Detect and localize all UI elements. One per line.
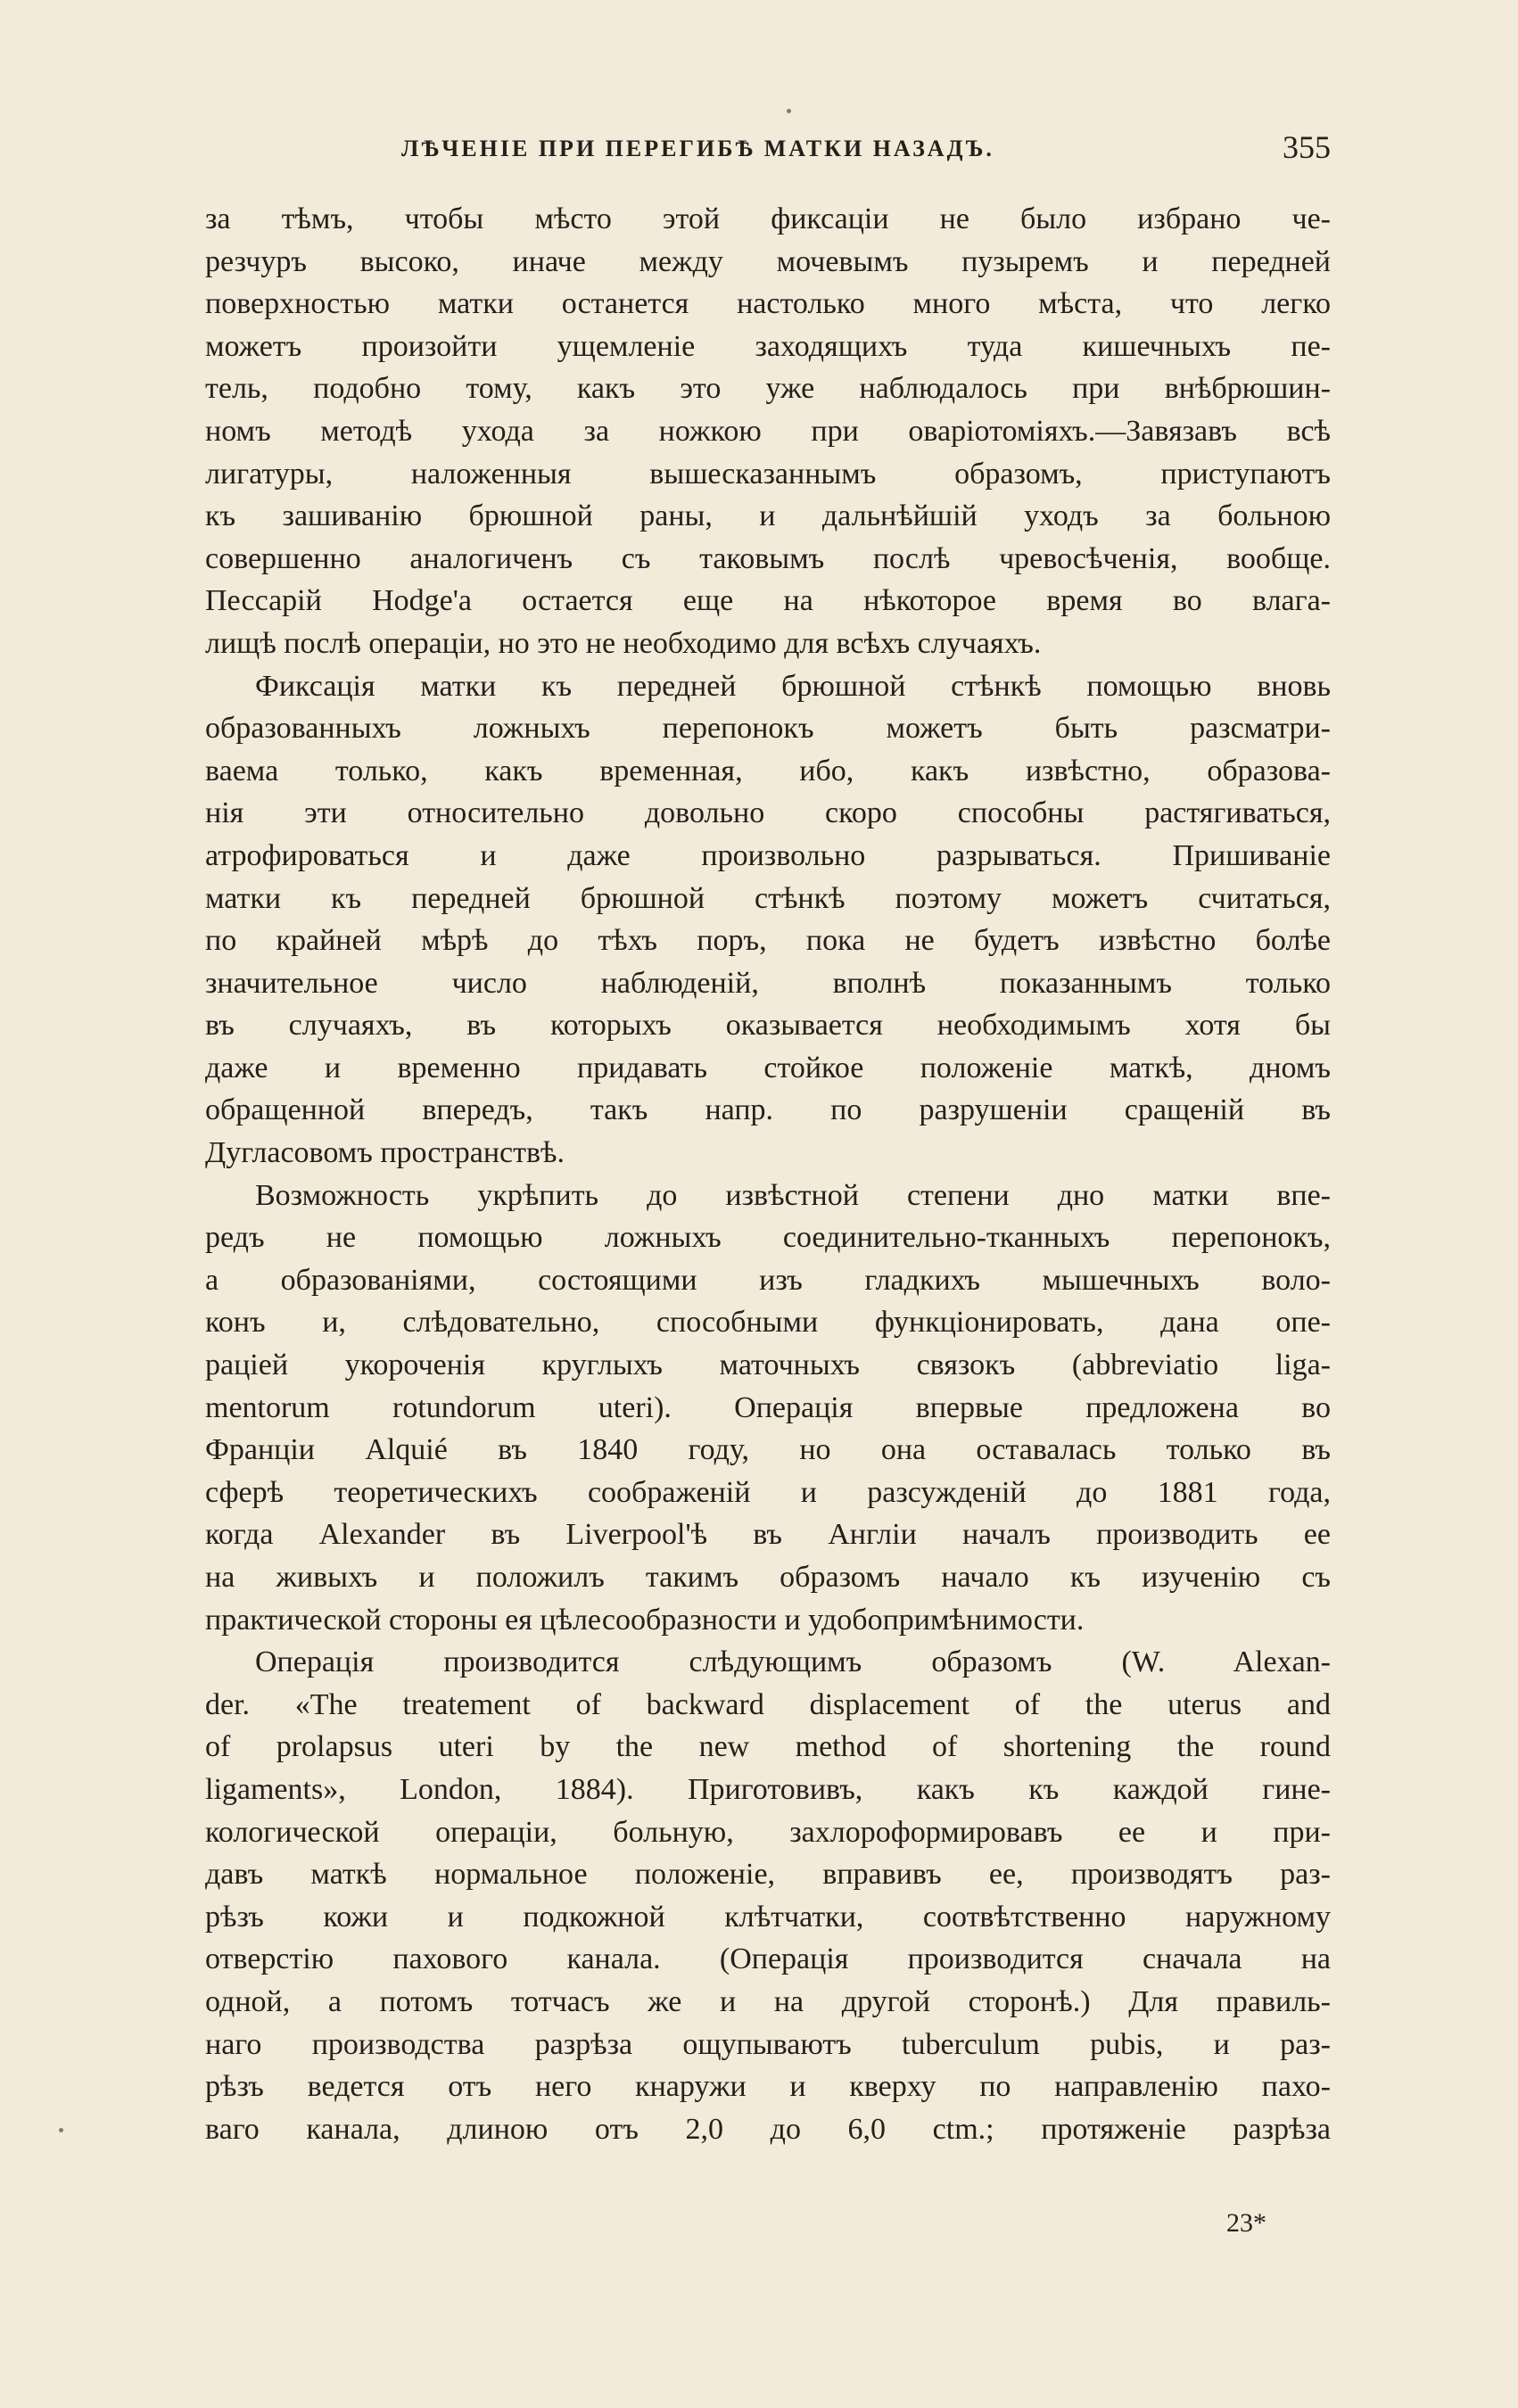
printer-signature-mark: 23*	[1226, 2208, 1266, 2238]
text-line: на живыхъ и положилъ такимъ образомъ начало къ изученію съ	[205, 1561, 1331, 1594]
text-line: ligaments», London, 1884). Приготовивъ, какъ къ каждой гине-	[205, 1772, 1331, 1806]
text-line: раціей укороченія круглыхъ маточныхъ связокъ (abbreviatio liga-	[205, 1348, 1331, 1382]
text-line: тель, подобно тому, какъ это уже наблюдалось при внѣбрюшин-	[205, 372, 1331, 406]
text-line: одной, а потомъ тотчасъ же и на другой сторонѣ.) Для правиль-	[205, 1984, 1331, 2018]
page-number: 355	[1283, 129, 1331, 165]
text-line: der. «The treatement of backward displacement of the uterus and	[205, 1687, 1331, 1721]
print-speck	[59, 2128, 63, 2132]
text-line: Пессарій Hodge'а остается еще на нѣкоторое время во влага-	[205, 584, 1331, 618]
text-line: даже и временно придавать стойкое положеніе маткѣ, дномъ	[205, 1051, 1331, 1084]
text-line: лищѣ послѣ операціи, но это не необходимо для всѣхъ случаяхъ.	[205, 626, 1042, 660]
text-line: лигатуры, наложенныя вышесказаннымъ образомъ, приступаютъ	[205, 457, 1331, 491]
text-line: къ зашиванію брюшной раны, и дальнѣйшій уходъ за больною	[205, 499, 1331, 533]
text-line: ваема только, какъ временная, ибо, какъ извѣстно, образова-	[205, 754, 1331, 788]
text-line: отверстію пахового канала. (Операція производится сначала на	[205, 1942, 1331, 1976]
text-line: наго производства разрѣза ощупываютъ tuberculum pubis, и раз-	[205, 2027, 1331, 2061]
text-line: редъ не помощью ложныхъ соединительно-тканныхъ перепонокъ,	[205, 1221, 1331, 1255]
text-line: резчуръ высоко, иначе между мочевымъ пузыремъ и передней	[205, 244, 1331, 278]
text-line: кологической операціи, больную, захлороформировавъ ее и при-	[205, 1815, 1331, 1849]
text-line: рѣзъ ведется отъ него кнаружи и кверху по направленію пахо-	[205, 2070, 1331, 2104]
text-line: сферѣ теоретическихъ соображеній и разсужденій до 1881 года,	[205, 1475, 1331, 1509]
text-line: номъ методѣ ухода за ножкою при оваріотоміяхъ.—Завязавъ всѣ	[205, 414, 1331, 448]
text-line: Операція производится слѣдующимъ образомъ (W. Alexan-	[255, 1645, 1331, 1679]
print-speck	[787, 109, 791, 113]
text-line: образованныхъ ложныхъ перепонокъ можетъ быть разсматри-	[205, 712, 1331, 746]
text-line: конъ и, слѣдовательно, способными функціонировать, дана опе-	[205, 1306, 1331, 1340]
text-line: въ случаяхъ, въ которыхъ оказывается необходимымъ хотя бы	[205, 1009, 1331, 1043]
page-header	[205, 125, 1331, 178]
text-line: Возможность укрѣпить до извѣстной степени дно матки впе-	[255, 1178, 1331, 1212]
body-text	[205, 198, 1331, 2150]
paragraph	[205, 665, 1331, 1175]
text-line: за тѣмъ, чтобы мѣсто этой фиксаціи не было избрано че-	[205, 202, 1331, 235]
paragraph	[205, 198, 1331, 665]
text-line: нія эти относительно довольно скоро способны растягиваться,	[205, 796, 1331, 830]
text-line: значительное число наблюденій, вполнѣ показаннымъ только	[205, 966, 1331, 1000]
text-line: практической стороны ея цѣлесообразности и удобопримѣнимости.	[205, 1603, 1085, 1637]
text-line: давъ маткѣ нормальное положеніе, вправивъ ее, производятъ раз-	[205, 1858, 1331, 1892]
paragraph	[205, 1175, 1331, 1642]
text-line: Франціи Alquié въ 1840 году, но она оставалась только въ	[205, 1433, 1331, 1467]
running-head: ЛѢЧЕНІЕ ПРИ ПЕРЕГИБѢ МАТКИ НАЗАДЪ.	[401, 136, 994, 161]
text-line: Фиксація матки къ передней брюшной стѣнкѣ помощью вновь	[255, 669, 1331, 703]
text-line: по крайней мѣрѣ до тѣхъ поръ, пока не будетъ извѣстно болѣе	[205, 924, 1331, 958]
text-line: атрофироваться и даже произвольно разрываться. Пришиваніе	[205, 838, 1331, 872]
text-line: когда Alexander въ Liverpool'ѣ въ Англіи началъ производить ее	[205, 1518, 1331, 1552]
text-line: mentorum rotundorum uteri). Операція впервые предложена во	[205, 1390, 1331, 1424]
text-line: рѣзъ кожи и подкожной клѣтчатки, соотвѣтственно наружному	[205, 1900, 1331, 1934]
text-line: можетъ произойти ущемленіе заходящихъ туда кишечныхъ пе-	[205, 329, 1331, 363]
text-line: совершенно аналогиченъ съ таковымъ послѣ чревосѣченія, вообще.	[205, 541, 1331, 575]
text-line: Дугласовомъ пространствѣ.	[205, 1136, 565, 1170]
text-line: ваго канала, длиною отъ 2,0 до 6,0 ctm.; протяженіе разрѣза	[205, 2112, 1331, 2146]
text-line: of prolapsus uteri by the new method of shortening the round	[205, 1730, 1331, 1764]
paragraph	[205, 1641, 1331, 2150]
text-line: матки къ передней брюшной стѣнкѣ поэтому можетъ считаться,	[205, 881, 1331, 915]
text-line: поверхностью матки останется настолько много мѣста, что легко	[205, 287, 1331, 321]
text-line: а образованіями, состоящими изъ гладкихъ мышечныхъ воло-	[205, 1263, 1331, 1297]
text-line: обращенной впередъ, такъ напр. по разрушеніи сращеній въ	[205, 1093, 1331, 1127]
